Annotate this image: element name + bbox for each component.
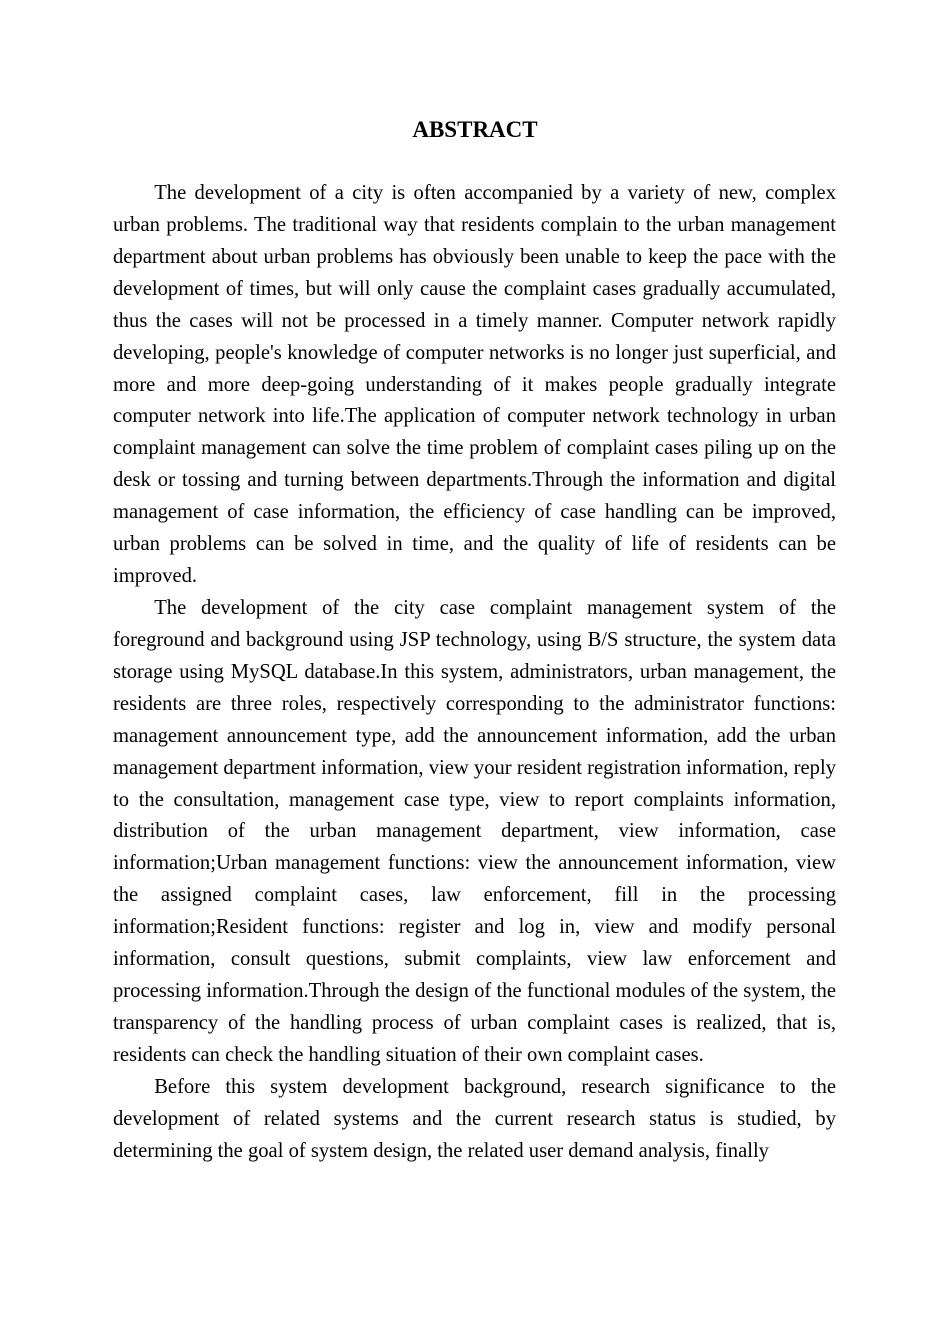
abstract-body: [113, 178, 836, 1168]
paragraph-1: The development of a city is often accompanied by a variety of new, complex urban problems. The traditional way that residents complain to the urban management department about urban problems has obviously been unable to keep the pace with the development of times, but will only cause the complaint cases gradually accumulated, thus the cases will not be processed in a timely manner. Computer network rapidly developing, people's knowledge of computer networks is no longer just superficial, and more and more deep-going understanding of it makes people gradually integrate computer network into life.The application of computer network technology in urban complaint management can solve the time problem of complaint cases piling up on the desk or tossing and turning between departments.Through the information and digital management of case information, the efficiency of case handling can be improved, urban problems can be solved in time, and the quality of life of residents can be improved.: [113, 182, 836, 588]
page-title: ABSTRACT: [412, 117, 538, 142]
paragraph-2: The development of the city case complaint management system of the foreground and background using JSP technology, using B/S structure, the system data storage using MySQL database.In this system, administrators, urban management, the residents are three roles, respectively corresponding to the administrator functions: management announcement type, add the announcement information, add the urban management department information, view your resident registration information, reply to the consultation, management case type, view to report complaints information, distribution of the urban management department, view information, case information;Urban management functions: view the announcement information, view the assigned complaint cases, law enforcement, fill in the processing information;Resident functions: register and log in, view and modify personal information, consult questions, submit complaints, view law enforcement and processing information.Through the design of the functional modules of the system, the transparency of the handling process of urban complaint cases is realized, that is, residents can check the handling situation of their own complaint cases.: [113, 596, 836, 1066]
paragraph-3: Before this system development background, research significance to the development of related systems and the current research status is studied, by determining the goal of system design, the related user demand analysis, finally: [113, 1075, 836, 1162]
